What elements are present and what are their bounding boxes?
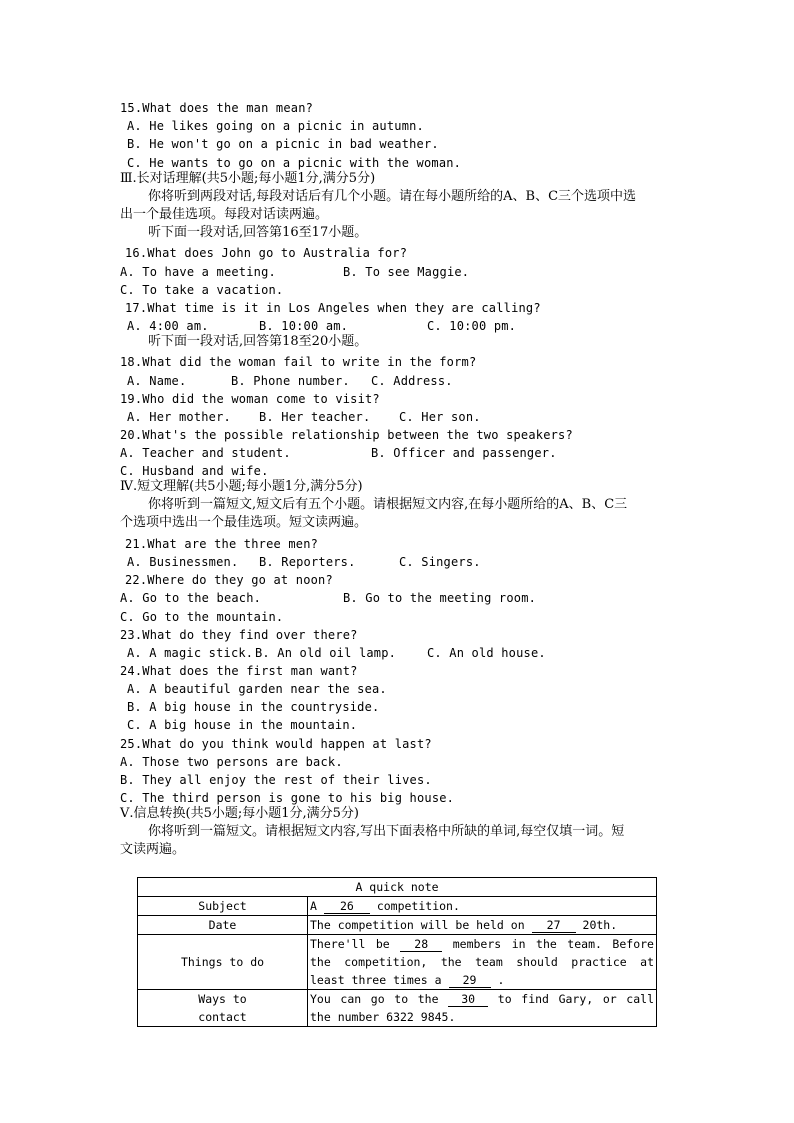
q20-option-a: A. Teacher and student. <box>120 446 291 460</box>
q22-option-c: C. Go to the mountain. <box>120 610 284 624</box>
q16-stem: 16.What does John go to Australia for? <box>125 246 408 260</box>
q25-option-a: A. Those two persons are back. <box>120 755 343 769</box>
blank-28: 28 <box>400 938 442 952</box>
section-4-instruction-1: 你将听到一篇短文,短文后有五个小题。请根据短文内容,在每小题所给的A、B、C三 <box>148 497 628 512</box>
q17-option-c: C. 10:00 pm. <box>427 319 517 333</box>
subject-cell <box>308 897 657 916</box>
blank-26: 26 <box>324 900 370 914</box>
ways-label-line-1: Ways to <box>198 992 247 1006</box>
q22-stem: 22.Where do they go at noon? <box>125 573 333 587</box>
q17-option-b: B. 10:00 am. <box>259 319 349 333</box>
q15-option-b: B. He won't go on a picnic in bad weather. <box>127 137 439 151</box>
subject-label: Subject <box>138 897 308 916</box>
q16-option-a: A. To have a meeting. <box>120 265 276 279</box>
q15-option-a: A. He likes going on a picnic in autumn. <box>127 119 424 133</box>
q17-option-a: A. 4:00 am. <box>127 319 209 333</box>
q23-option-b: B. An old oil lamp. <box>255 646 397 660</box>
q25-option-b: B. They all enjoy the rest of their lives. <box>120 773 432 787</box>
section-3-sub-instruction-1: 听下面一段对话,回答第16至17小题。 <box>148 225 368 240</box>
todo-text-1: There'll be <box>310 937 390 951</box>
q19-option-a: A. Her mother. <box>127 410 231 424</box>
q21-option-a: A. Businessmen. <box>127 555 239 569</box>
q24-option-c: C. A big house in the mountain. <box>127 718 358 732</box>
subject-pre: A <box>310 899 317 913</box>
q18-stem: 18.What did the woman fail to write in the form? <box>120 355 477 369</box>
q25-option-c: C. The third person is gone to his big house. <box>120 791 455 805</box>
section-5-instruction-2: 文读两遍。 <box>120 842 186 857</box>
blank-27: 27 <box>532 919 576 933</box>
section-4-instruction-2: 个选项中选出一个最佳选项。短文读两遍。 <box>120 515 368 530</box>
section-3-heading: Ⅲ.长对话理解(共5小题;每小题1分,满分5分) <box>120 171 376 186</box>
q19-stem: 19.Who did the woman come to visit? <box>120 392 380 406</box>
q17-stem: 17.What time is it in Los Angeles when they are calling? <box>125 301 541 315</box>
date-label: Date <box>138 916 308 935</box>
q20-option-c: C. Husband and wife. <box>120 464 269 478</box>
q18-option-b: B. Phone number. <box>231 374 350 388</box>
q15-option-c: C. He wants to go on a picnic with the woman. <box>127 156 462 170</box>
q21-option-c: C. Singers. <box>399 555 481 569</box>
section-3-instruction-2: 出一个最佳选项。每段对话读两遍。 <box>120 207 329 222</box>
q19-option-c: C. Her son. <box>399 410 481 424</box>
q22-option-b: B. Go to the meeting room. <box>343 591 537 605</box>
table-row <box>138 897 657 916</box>
ways-label <box>138 990 308 1027</box>
ways-text-2: to find Gary, or call the number 6322 9845. <box>310 992 654 1024</box>
q19-option-b: B. Her teacher. <box>259 410 371 424</box>
date-pre: The competition will be held on <box>310 918 525 932</box>
date-post: 20th. <box>582 918 618 932</box>
q20-option-b: B. Officer and passenger. <box>371 446 557 460</box>
q21-option-b: B. Reporters. <box>259 555 356 569</box>
q20-stem: 20.What's the possible relationship between the two speakers? <box>120 428 573 442</box>
table-row <box>138 935 657 990</box>
q23-stem: 23.What do they find over there? <box>120 628 358 642</box>
q16-option-b: B. To see Maggie. <box>343 265 470 279</box>
blank-30: 30 <box>448 993 488 1007</box>
q18-option-c: C. Address. <box>371 374 453 388</box>
date-cell <box>308 916 657 935</box>
section-4-heading: Ⅳ.短文理解(共5小题;每小题1分,满分5分) <box>120 479 363 494</box>
quick-note-table <box>137 877 657 1027</box>
todo-text-2: members in the team. Before the competition, the team should practice at least three times a <box>310 937 654 987</box>
q24-stem: 24.What does the first man want? <box>120 664 358 678</box>
q23-option-c: C. An old house. <box>427 646 546 660</box>
table-row <box>138 878 657 897</box>
q23-option-a: A. A magic stick. <box>127 646 254 660</box>
q16-option-c: C. To take a vacation. <box>120 283 284 297</box>
todo-label: Things to do <box>138 935 308 990</box>
q22-option-a: A. Go to the beach. <box>120 591 262 605</box>
section-5-instruction-1: 你将听到一篇短文。请根据短文内容,写出下面表格中所缺的单词,每空仅填一词。短 <box>148 824 625 839</box>
section-3-sub-instruction-2: 听下面一段对话,回答第18至20小题。 <box>148 334 368 349</box>
ways-text-1: You can go to the <box>310 992 439 1006</box>
q25-stem: 25.What do you think would happen at last? <box>120 737 432 751</box>
ways-label-line-2: contact <box>198 1010 247 1024</box>
q15-stem: 15.What does the man mean? <box>120 101 314 115</box>
section-3-instruction-1: 你将听到两段对话,每段对话后有几个小题。请在每小题所给的A、B、C三个选项中选 <box>148 189 637 204</box>
q24-option-b: B. A big house in the countryside. <box>127 700 380 714</box>
table-row <box>138 990 657 1027</box>
ways-cell <box>308 990 657 1027</box>
section-5-heading: Ⅴ.信息转换(共5小题;每小题1分,满分5分) <box>120 806 359 821</box>
subject-post: competition. <box>376 899 460 913</box>
table-row <box>138 916 657 935</box>
q24-option-a: A. A beautiful garden near the sea. <box>127 682 387 696</box>
table-title: A quick note <box>138 878 657 897</box>
todo-text-3: . <box>497 973 505 987</box>
blank-29: 29 <box>449 974 491 988</box>
q18-option-a: A. Name. <box>127 374 187 388</box>
q21-stem: 21.What are the three men? <box>125 537 319 551</box>
todo-cell <box>308 935 657 990</box>
